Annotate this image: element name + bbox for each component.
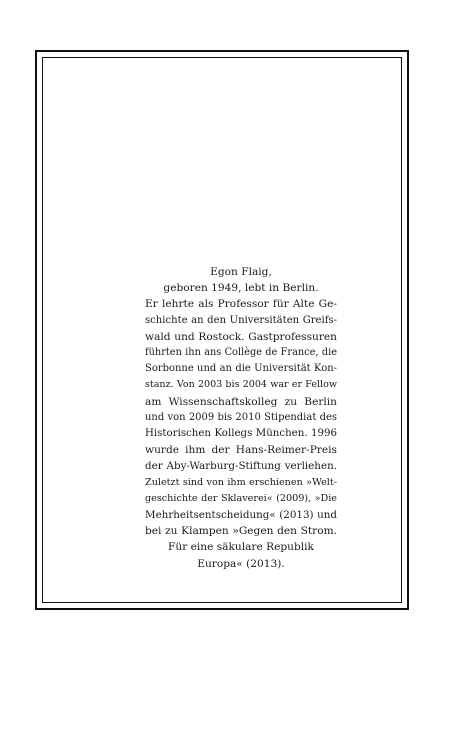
bio-line: Sorbonne und an die Universität Kon- — [145, 363, 337, 375]
bio-line: wald und Rostock. Gastprofessuren — [145, 330, 337, 343]
bio-line: schichte an den Universitäten Greifs- — [145, 314, 337, 326]
closing-line: Europa« (2013). — [197, 557, 285, 570]
bio-line: Zuletzt sind von ihm erschienen »Welt- — [145, 476, 337, 488]
bio-line: und von 2009 bis 2010 Stipendiat des — [145, 411, 337, 423]
bio-line: am Wissenschaftskolleg zu Berlin — [145, 395, 337, 408]
author-biography — [145, 264, 337, 572]
bio-line: Mehrheitsentscheidung« (2013) und — [145, 509, 337, 522]
bio-line: führten ihn ans Collège de France, die — [145, 347, 337, 359]
bio-line: der Aby-Warburg-Stiftung verliehen. — [145, 460, 337, 473]
bio-line: wurde ihm der Hans-Reimer-Preis — [145, 444, 337, 457]
closing-line: Für eine säkulare Republik — [168, 541, 314, 554]
bio-line: Er lehrte als Professor für Alte Ge- — [145, 298, 337, 311]
bio-line: stanz. Von 2003 bis 2004 war er Fellow — [145, 379, 337, 391]
author-name: Egon Flaig, — [210, 266, 272, 278]
bio-line: bei zu Klampen »Gegen den Strom. — [145, 525, 337, 538]
author-born: geboren 1949, lebt in Berlin. — [163, 282, 319, 295]
bio-line: Historischen Kollegs München. 1996 — [145, 428, 337, 440]
bio-line: geschichte der Sklaverei« (2009), »Die — [145, 492, 337, 504]
